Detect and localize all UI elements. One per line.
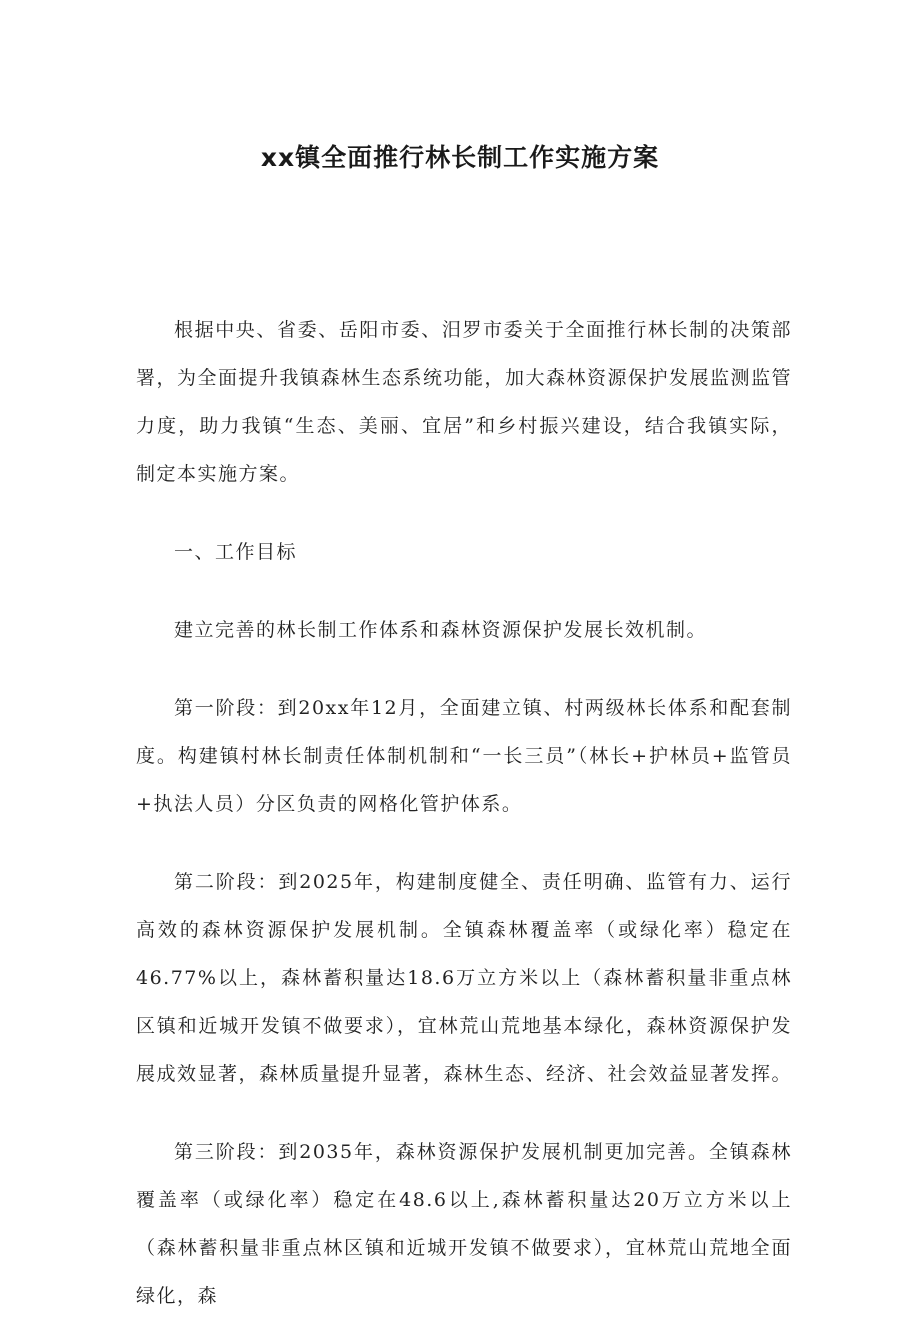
document-body [136,306,792,1320]
document-title: xx镇全面推行林长制工作实施方案 [260,143,660,172]
paragraph-stage-one: 第一阶段：到20xx年12月，全面建立镇、村两级林长体系和配套制度。构建镇村林长制责任体制机制和“一长三员”（林长+护林员+监管员+执法人员）分区负责的网格化管护体系。 [136,697,792,815]
paragraph-stage-three: 第三阶段：到2035年，森林资源保护发展机制更加完善。全镇森林覆盖率（或绿化率）稳定在48.6以上,森林蓄积量达20万立方米以上（森林蓄积量非重点林区镇和近城开发镇不做要求），宜林荒山荒地全面绿化，森 [136,1141,792,1307]
paragraph-stage-two: 第二阶段：到2025年，构建制度健全、责任明确、监管有力、运行高效的森林资源保护发展机制。全镇森林覆盖率（或绿化率）稳定在46.77%以上，森林蓄积量达18.6万立方米以上（森林蓄积量非重点林区镇和近城开发镇不做要求），宜林荒山荒地基本绿化，森林资源保护发展成效显著，森林质量提升显著，森林生态、经济、社会效益显著发挥。 [136,871,793,1085]
heading-work-goals: 一、工作目标 [174,541,298,563]
paragraph-goal-summary: 建立完善的林长制工作体系和森林资源保护发展长效机制。 [174,619,708,641]
paragraph-intro: 根据中央、省委、岳阳市委、汨罗市委关于全面推行林长制的决策部署，为全面提升我镇森林生态系统功能，加大森林资源保护发展监测监管力度，助力我镇“生态、美丽、宜居”和乡村振兴建设，结合我镇实际，制定本实施方案。 [136,319,793,485]
